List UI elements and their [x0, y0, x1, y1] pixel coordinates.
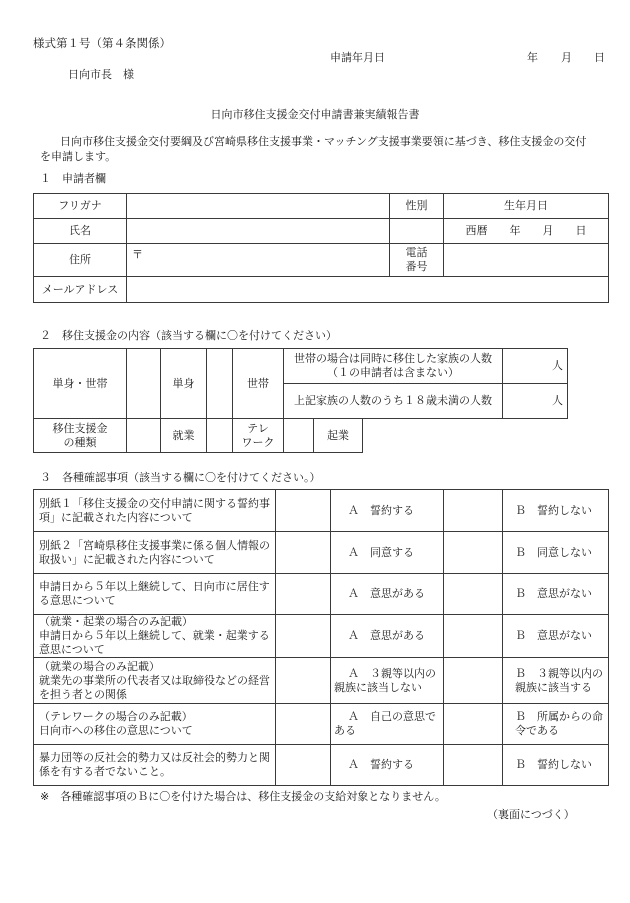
confirmation-row-2 — [34, 532, 609, 574]
option-b-label: Ｂ 所属からの命令である — [503, 704, 609, 745]
confirmation-row-7 — [34, 745, 609, 786]
option-a-mark-cell — [276, 490, 331, 532]
option-a-label: Ａ 同意する — [331, 532, 444, 574]
option-b-mark-cell — [444, 658, 503, 704]
option-a-mark-cell — [276, 532, 331, 574]
family-count-field — [503, 349, 568, 384]
empty-cell — [363, 419, 503, 453]
item-text: 申請日から５年以上継続して、日向市に居住する意思について — [39, 580, 270, 607]
household-type-label: 単身・世帯 — [34, 349, 127, 419]
phone-label — [390, 244, 444, 277]
telework-mark-cell — [207, 419, 233, 453]
application-date-day: 日 — [594, 51, 605, 64]
section1-heading: １ 申請者欄 — [40, 172, 106, 185]
option-a-mark-cell — [276, 615, 331, 658]
form-number: 様式第１号（第４条関係） — [33, 36, 171, 50]
option-b-label: Ｂ 意思がない — [503, 615, 609, 658]
phone-field — [444, 244, 609, 277]
item-condition: （就業・起業の場合のみ記載） — [39, 615, 193, 628]
support-content-table — [33, 348, 568, 453]
option-b-mark-cell — [444, 490, 503, 532]
telework-label-line: ワーク — [241, 435, 275, 449]
family-count-label-note: （１の申請者は含まない） — [327, 366, 459, 379]
confirmation-item-text — [34, 658, 276, 704]
family-count-label-line: 世帯の場合は同時に移住した家族の人数 — [294, 352, 492, 365]
name-field — [127, 219, 390, 244]
empty-cell — [503, 419, 568, 453]
confirmation-item-text — [34, 745, 276, 786]
confirmation-row-1 — [34, 490, 609, 532]
section3-heading: ３ 各種確認事項（該当する欄に〇を付けてください。） — [40, 471, 321, 484]
document-title: 日向市移住支援金交付申請書兼実績報告書 — [210, 108, 420, 121]
option-b-label: Ｂ 意思がない — [503, 574, 609, 615]
confirmation-item-text — [34, 574, 276, 615]
option-b-label: Ｂ 誓約しない — [503, 745, 609, 786]
option-a-mark-cell — [276, 745, 331, 786]
option-b-label: Ｂ ３親等以内の親族に該当する — [503, 658, 609, 704]
single-label: 単身 — [161, 349, 207, 419]
option-b-mark-cell — [444, 615, 503, 658]
option-b-label: Ｂ 同意しない — [503, 532, 609, 574]
support-type-row — [34, 419, 568, 453]
option-a-label: Ａ ３親等以内の親族に該当しない — [331, 658, 444, 704]
item-text: 申請日から５年以上継続して、就業・起業する意思について — [39, 629, 270, 656]
phone-label-line: 番号 — [405, 260, 428, 273]
address-field — [127, 244, 390, 277]
addressee: 日向市長 様 — [68, 68, 134, 81]
application-date-month: 月 — [561, 51, 572, 64]
persons-unit: 人 — [552, 394, 564, 407]
item-text: 日向市への移住の意思について — [39, 724, 193, 737]
option-a-label: Ａ 誓約する — [331, 490, 444, 532]
email-label: メールアドレス — [34, 277, 127, 303]
gender-label: 性別 — [390, 194, 444, 219]
confirmation-row-6 — [34, 704, 609, 745]
option-a-mark-cell — [276, 704, 331, 745]
startup-label: 起業 — [314, 419, 363, 453]
telework-label — [233, 419, 284, 453]
intro-paragraph: 日向市移住支援金交付要綱及び宮崎県移住支援事業・マッチング支援事業要領に基づき、移住支援金の交付を申請します。 — [40, 135, 587, 163]
household-label: 世帯 — [233, 349, 284, 419]
application-date-label: 申請年月日 — [330, 51, 385, 64]
option-b-mark-cell — [444, 532, 503, 574]
item-condition: （就業の場合のみ記載） — [39, 659, 160, 673]
family-count-label — [284, 349, 503, 384]
phone-label-line: 電話 — [405, 246, 428, 259]
confirmation-table — [33, 489, 609, 786]
continued-note: （裏面につづく） — [487, 808, 575, 821]
option-a-mark-cell — [276, 658, 331, 704]
option-a-label: Ａ 自己の意思である — [331, 704, 444, 745]
option-a-label: Ａ 意思がある — [331, 574, 444, 615]
furigana-row — [34, 194, 609, 219]
application-date-year: 年 — [527, 51, 538, 64]
persons-unit: 人 — [552, 359, 564, 372]
option-a-mark-cell — [276, 574, 331, 615]
email-field — [127, 277, 609, 303]
option-b-mark-cell — [444, 574, 503, 615]
confirmation-item-text — [34, 704, 276, 745]
employment-label: 就業 — [161, 419, 207, 453]
minor-count-field — [503, 384, 568, 419]
option-a-label: Ａ 誓約する — [331, 745, 444, 786]
option-b-label: Ｂ 誓約しない — [503, 490, 609, 532]
confirmation-row-5 — [34, 658, 609, 704]
item-text: 就業先の事業所の代表者又は取締役などの経営を担う者との関係 — [39, 673, 270, 701]
section2-heading: ２ 移住支援金の内容（該当する欄に〇を付けてください） — [40, 329, 337, 342]
option-b-mark-cell — [444, 704, 503, 745]
confirmation-item-text — [34, 532, 276, 574]
item-text: 別紙２「宮崎県移住支援事業に係る個人情報の取扱い」に記載された内容について — [39, 538, 270, 566]
name-row — [34, 219, 609, 244]
household-row-top — [34, 349, 568, 384]
minor-count-label: 上記家族の人数のうち１８歳未満の人数 — [284, 384, 503, 419]
address-label: 住所 — [34, 244, 127, 277]
support-type-label — [34, 419, 127, 453]
confirmation-item-text — [34, 490, 276, 532]
item-text: 暴力団等の反社会的勢力又は反社会的勢力と関係を有する者でないこと。 — [39, 751, 270, 778]
gender-field — [390, 219, 444, 244]
option-a-label: Ａ 意思がある — [331, 615, 444, 658]
applicant-table — [33, 193, 609, 303]
telework-label-line: テレ — [247, 421, 269, 435]
support-type-label-line: 移住支援金 — [52, 421, 108, 435]
employment-mark-cell — [127, 419, 161, 453]
birthdate-label: 生年月日 — [444, 194, 609, 219]
name-label: 氏名 — [34, 219, 127, 244]
option-b-mark-cell — [444, 745, 503, 786]
confirmation-row-3 — [34, 574, 609, 615]
household-mark-cell — [207, 349, 233, 419]
furigana-field — [127, 194, 390, 219]
item-text: 別紙１「移住支援金の交付申請に関する誓約事項」に記載された内容について — [39, 496, 270, 524]
furigana-label: フリガナ — [34, 194, 127, 219]
single-mark-cell — [127, 349, 161, 419]
address-row — [34, 244, 609, 277]
startup-mark-cell — [284, 419, 314, 453]
postal-mark: 〒 — [132, 248, 143, 261]
confirmation-row-4 — [34, 615, 609, 658]
footnote: ※ 各種確認事項のＢに〇を付けた場合は、移住支援金の支給対象となりません。 — [40, 790, 446, 803]
birthdate-field: 西暦 年 月 日 — [444, 219, 609, 244]
confirmation-item-text — [34, 615, 276, 658]
support-type-label-line: の種類 — [63, 435, 97, 449]
item-condition: （テレワークの場合のみ記載） — [39, 710, 193, 723]
email-row — [34, 277, 609, 303]
